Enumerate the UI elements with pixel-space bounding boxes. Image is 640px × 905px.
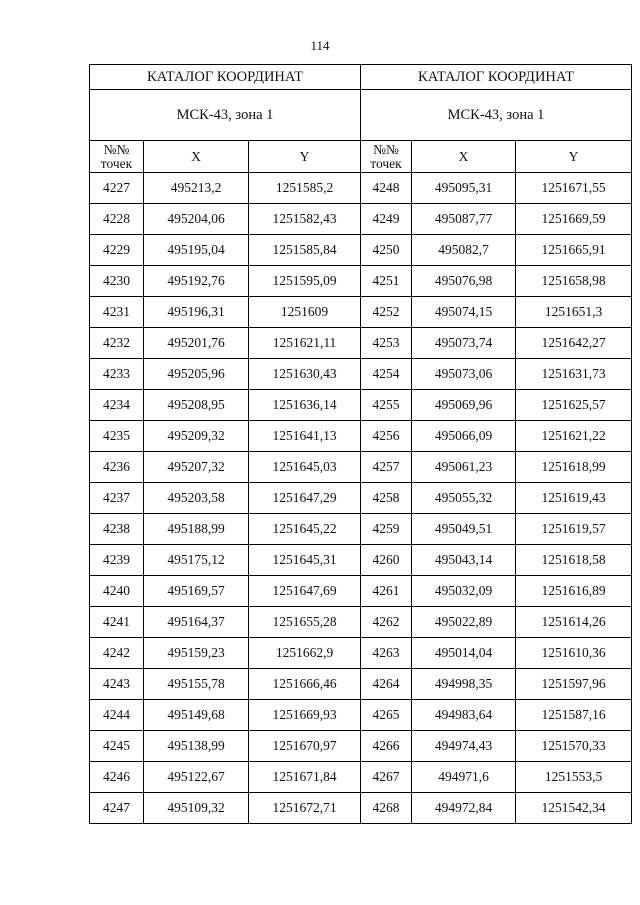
point-number-cell: 4255 xyxy=(361,390,412,421)
point-number-cell: 4233 xyxy=(90,359,144,390)
point-number-cell: 4250 xyxy=(361,235,412,266)
y-coordinate-cell: 1251570,33 xyxy=(516,731,632,762)
point-number-cell: 4240 xyxy=(90,576,144,607)
y-coordinate-cell: 1251665,91 xyxy=(516,235,632,266)
point-number-cell: 4229 xyxy=(90,235,144,266)
table-row xyxy=(90,669,361,700)
catalog-subtitle: МСК-43, зона 1 xyxy=(361,90,632,141)
y-coordinate-cell: 1251618,58 xyxy=(516,545,632,576)
point-number-cell: 4239 xyxy=(90,545,144,576)
y-coordinate-cell: 1251655,28 xyxy=(249,607,361,638)
y-coordinate-cell: 1251542,34 xyxy=(516,793,632,824)
point-number-cell: 4253 xyxy=(361,328,412,359)
x-coordinate-cell: 494971,6 xyxy=(412,762,516,793)
table-row xyxy=(90,483,361,514)
point-number-cell: 4243 xyxy=(90,669,144,700)
point-number-cell: 4247 xyxy=(90,793,144,824)
table-row xyxy=(361,173,632,204)
table-row xyxy=(361,266,632,297)
y-coordinate-cell: 1251670,97 xyxy=(249,731,361,762)
x-coordinate-cell: 495076,98 xyxy=(412,266,516,297)
table-row xyxy=(361,421,632,452)
x-coordinate-cell: 495109,32 xyxy=(144,793,249,824)
y-coordinate-cell: 1251671,84 xyxy=(249,762,361,793)
table-row xyxy=(90,576,361,607)
x-coordinate-cell: 495055,32 xyxy=(412,483,516,514)
table-row xyxy=(90,421,361,452)
point-number-cell: 4248 xyxy=(361,173,412,204)
table-row xyxy=(361,731,632,762)
y-coordinate-cell: 1251651,3 xyxy=(516,297,632,328)
table-row xyxy=(361,390,632,421)
x-coordinate-cell: 495203,58 xyxy=(144,483,249,514)
table-row xyxy=(361,638,632,669)
table-row xyxy=(361,607,632,638)
y-coordinate-cell: 1251672,71 xyxy=(249,793,361,824)
column-header-point: №№ точек xyxy=(361,141,412,173)
point-number-cell: 4244 xyxy=(90,700,144,731)
point-number-cell: 4236 xyxy=(90,452,144,483)
x-coordinate-cell: 495138,99 xyxy=(144,731,249,762)
table-row xyxy=(90,266,361,297)
y-coordinate-cell: 1251671,55 xyxy=(516,173,632,204)
y-coordinate-cell: 1251618,99 xyxy=(516,452,632,483)
point-number-cell: 4232 xyxy=(90,328,144,359)
y-coordinate-cell: 1251631,73 xyxy=(516,359,632,390)
point-number-cell: 4264 xyxy=(361,669,412,700)
point-number-cell: 4238 xyxy=(90,514,144,545)
y-coordinate-cell: 1251587,16 xyxy=(516,700,632,731)
x-coordinate-cell: 495122,67 xyxy=(144,762,249,793)
x-coordinate-cell: 495164,37 xyxy=(144,607,249,638)
column-header-row xyxy=(90,141,361,173)
x-coordinate-cell: 495066,09 xyxy=(412,421,516,452)
x-coordinate-cell: 495043,14 xyxy=(412,545,516,576)
y-coordinate-cell: 1251662,9 xyxy=(249,638,361,669)
table-row xyxy=(90,235,361,266)
x-coordinate-cell: 495149,68 xyxy=(144,700,249,731)
x-coordinate-cell: 495159,23 xyxy=(144,638,249,669)
y-coordinate-cell: 1251625,57 xyxy=(516,390,632,421)
table-row xyxy=(90,793,361,824)
table-row xyxy=(90,700,361,731)
catalog-subtitle-row xyxy=(90,90,361,141)
table-row xyxy=(90,514,361,545)
table-row xyxy=(90,762,361,793)
y-coordinate-cell: 1251610,36 xyxy=(516,638,632,669)
table-row xyxy=(361,297,632,328)
x-coordinate-cell: 495082,7 xyxy=(412,235,516,266)
y-coordinate-cell: 1251636,14 xyxy=(249,390,361,421)
table-row xyxy=(361,545,632,576)
point-number-cell: 4256 xyxy=(361,421,412,452)
x-coordinate-cell: 494974,43 xyxy=(412,731,516,762)
point-number-cell: 4261 xyxy=(361,576,412,607)
x-coordinate-cell: 495204,06 xyxy=(144,204,249,235)
y-coordinate-cell: 1251641,13 xyxy=(249,421,361,452)
y-coordinate-cell: 1251619,43 xyxy=(516,483,632,514)
y-coordinate-cell: 1251630,43 xyxy=(249,359,361,390)
y-coordinate-cell: 1251669,59 xyxy=(516,204,632,235)
point-number-cell: 4251 xyxy=(361,266,412,297)
table-row xyxy=(361,762,632,793)
point-number-cell: 4234 xyxy=(90,390,144,421)
point-number-cell: 4267 xyxy=(361,762,412,793)
point-number-cell: 4242 xyxy=(90,638,144,669)
table-row xyxy=(90,390,361,421)
table-row xyxy=(361,204,632,235)
point-number-cell: 4257 xyxy=(361,452,412,483)
catalog-title-row xyxy=(361,65,632,90)
column-header-point: №№ точек xyxy=(90,141,144,173)
table-row xyxy=(90,173,361,204)
point-number-cell: 4237 xyxy=(90,483,144,514)
x-coordinate-cell: 495069,96 xyxy=(412,390,516,421)
y-coordinate-cell: 1251553,5 xyxy=(516,762,632,793)
x-coordinate-cell: 495169,57 xyxy=(144,576,249,607)
x-coordinate-cell: 495201,76 xyxy=(144,328,249,359)
catalog-title: КАТАЛОГ КООРДИНАТ xyxy=(361,65,632,90)
point-number-cell: 4254 xyxy=(361,359,412,390)
x-coordinate-cell: 494983,64 xyxy=(412,700,516,731)
table-row xyxy=(90,452,361,483)
table-row xyxy=(361,700,632,731)
table-row xyxy=(361,793,632,824)
point-number-cell: 4227 xyxy=(90,173,144,204)
y-coordinate-cell: 1251658,98 xyxy=(516,266,632,297)
x-coordinate-cell: 495049,51 xyxy=(412,514,516,545)
x-coordinate-cell: 494998,35 xyxy=(412,669,516,700)
x-coordinate-cell: 495074,15 xyxy=(412,297,516,328)
catalog-title-row xyxy=(90,65,361,90)
x-coordinate-cell: 495061,23 xyxy=(412,452,516,483)
x-coordinate-cell: 495032,09 xyxy=(412,576,516,607)
table-row xyxy=(90,607,361,638)
x-coordinate-cell: 495073,06 xyxy=(412,359,516,390)
x-coordinate-cell: 495192,76 xyxy=(144,266,249,297)
x-coordinate-cell: 495209,32 xyxy=(144,421,249,452)
column-header-y: Y xyxy=(249,141,361,173)
table-row xyxy=(90,297,361,328)
y-coordinate-cell: 1251642,27 xyxy=(516,328,632,359)
coordinate-catalog-left xyxy=(89,64,361,824)
table-row xyxy=(361,328,632,359)
point-number-cell: 4245 xyxy=(90,731,144,762)
catalog-subtitle: МСК-43, зона 1 xyxy=(90,90,361,141)
x-coordinate-cell: 495188,99 xyxy=(144,514,249,545)
y-coordinate-cell: 1251647,69 xyxy=(249,576,361,607)
y-coordinate-cell: 1251597,96 xyxy=(516,669,632,700)
table-row xyxy=(361,452,632,483)
point-number-cell: 4266 xyxy=(361,731,412,762)
x-coordinate-cell: 495087,77 xyxy=(412,204,516,235)
y-coordinate-cell: 1251582,43 xyxy=(249,204,361,235)
y-coordinate-cell: 1251616,89 xyxy=(516,576,632,607)
coordinate-catalog-right xyxy=(360,64,632,824)
x-coordinate-cell: 494972,84 xyxy=(412,793,516,824)
column-header-y: Y xyxy=(516,141,632,173)
table-row xyxy=(361,483,632,514)
x-coordinate-cell: 495022,89 xyxy=(412,607,516,638)
x-coordinate-cell: 495208,95 xyxy=(144,390,249,421)
x-coordinate-cell: 495014,04 xyxy=(412,638,516,669)
table-row xyxy=(90,638,361,669)
y-coordinate-cell: 1251595,09 xyxy=(249,266,361,297)
point-number-cell: 4246 xyxy=(90,762,144,793)
table-row xyxy=(361,576,632,607)
table-row xyxy=(361,359,632,390)
point-number-cell: 4230 xyxy=(90,266,144,297)
x-coordinate-cell: 495205,96 xyxy=(144,359,249,390)
point-number-cell: 4263 xyxy=(361,638,412,669)
y-coordinate-cell: 1251666,46 xyxy=(249,669,361,700)
table-row xyxy=(90,328,361,359)
y-coordinate-cell: 1251645,31 xyxy=(249,545,361,576)
x-coordinate-cell: 495175,12 xyxy=(144,545,249,576)
y-coordinate-cell: 1251669,93 xyxy=(249,700,361,731)
y-coordinate-cell: 1251645,22 xyxy=(249,514,361,545)
point-number-cell: 4259 xyxy=(361,514,412,545)
point-number-cell: 4249 xyxy=(361,204,412,235)
x-coordinate-cell: 495073,74 xyxy=(412,328,516,359)
column-header-x: X xyxy=(412,141,516,173)
x-coordinate-cell: 495196,31 xyxy=(144,297,249,328)
point-number-cell: 4258 xyxy=(361,483,412,514)
catalog-subtitle-row xyxy=(361,90,632,141)
point-number-cell: 4231 xyxy=(90,297,144,328)
y-coordinate-cell: 1251614,26 xyxy=(516,607,632,638)
point-number-cell: 4252 xyxy=(361,297,412,328)
table-row xyxy=(90,359,361,390)
y-coordinate-cell: 1251585,2 xyxy=(249,173,361,204)
point-number-cell: 4228 xyxy=(90,204,144,235)
point-number-cell: 4268 xyxy=(361,793,412,824)
x-coordinate-cell: 495155,78 xyxy=(144,669,249,700)
x-coordinate-cell: 495095,31 xyxy=(412,173,516,204)
y-coordinate-cell: 1251621,22 xyxy=(516,421,632,452)
table-row xyxy=(361,669,632,700)
table-row xyxy=(90,731,361,762)
y-coordinate-cell: 1251619,57 xyxy=(516,514,632,545)
table-row xyxy=(361,514,632,545)
y-coordinate-cell: 1251621,11 xyxy=(249,328,361,359)
y-coordinate-cell: 1251647,29 xyxy=(249,483,361,514)
point-number-cell: 4265 xyxy=(361,700,412,731)
catalog-title: КАТАЛОГ КООРДИНАТ xyxy=(90,65,361,90)
point-number-cell: 4235 xyxy=(90,421,144,452)
page-number: 114 xyxy=(310,38,330,53)
column-header-x: X xyxy=(144,141,249,173)
table-row xyxy=(90,545,361,576)
x-coordinate-cell: 495207,32 xyxy=(144,452,249,483)
table-row xyxy=(361,235,632,266)
y-coordinate-cell: 1251609 xyxy=(249,297,361,328)
x-coordinate-cell: 495195,04 xyxy=(144,235,249,266)
column-header-row xyxy=(361,141,632,173)
y-coordinate-cell: 1251585,84 xyxy=(249,235,361,266)
y-coordinate-cell: 1251645,03 xyxy=(249,452,361,483)
point-number-cell: 4241 xyxy=(90,607,144,638)
point-number-cell: 4260 xyxy=(361,545,412,576)
point-number-cell: 4262 xyxy=(361,607,412,638)
x-coordinate-cell: 495213,2 xyxy=(144,173,249,204)
table-row xyxy=(90,204,361,235)
